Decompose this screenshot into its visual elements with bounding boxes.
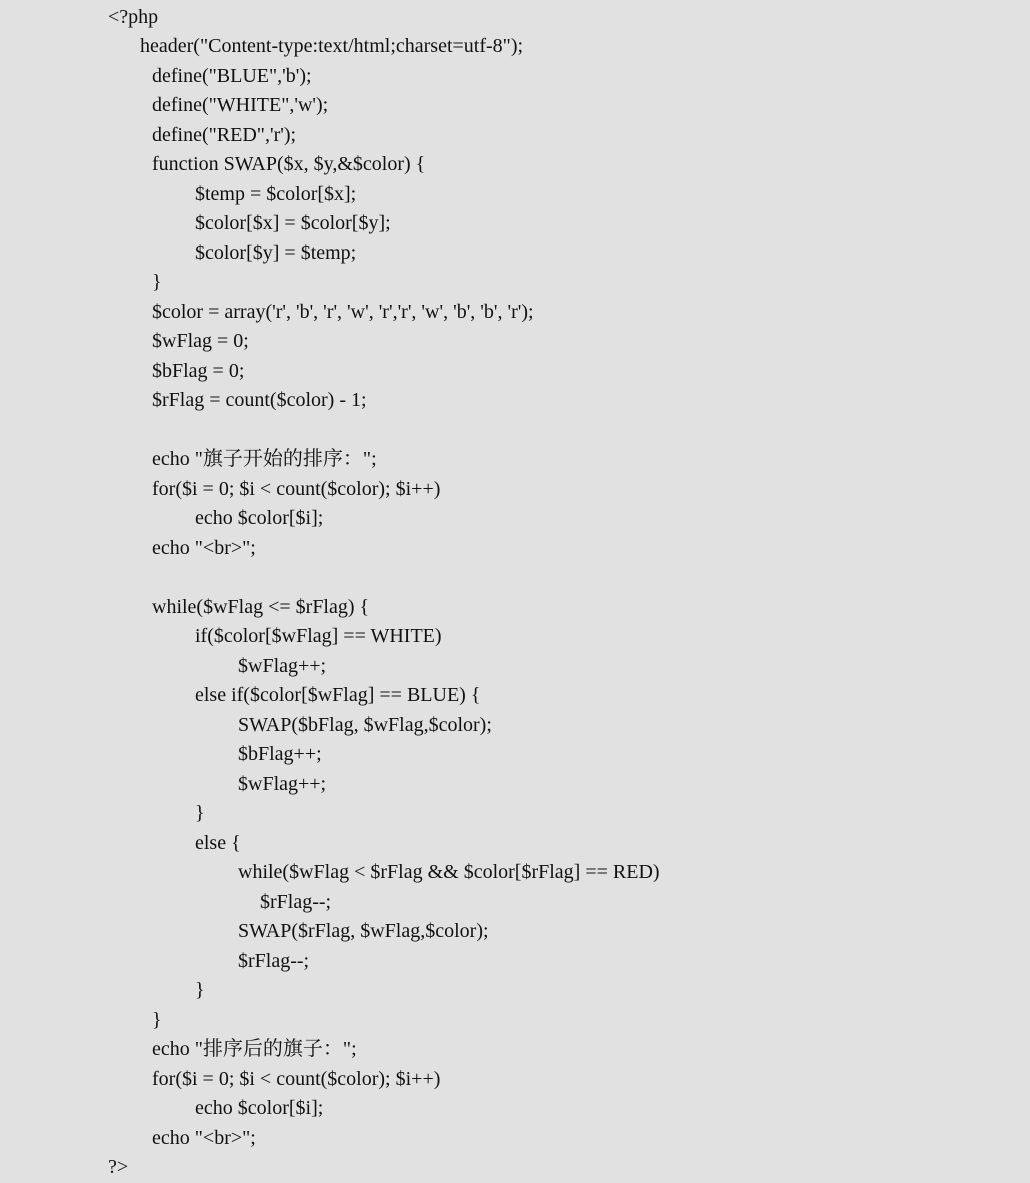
code-line: define("RED",'r'); — [152, 124, 297, 146]
code-line: $rFlag = count($color) - 1; — [152, 389, 367, 411]
code-line: $wFlag++; — [238, 773, 327, 795]
code-line: $temp = $color[$x]; — [195, 183, 357, 205]
code-line: ?> — [108, 1156, 129, 1178]
code-line: $wFlag++; — [238, 655, 327, 677]
code-line: while($wFlag <= $rFlag) { — [152, 596, 370, 618]
code-line: else { — [195, 832, 241, 854]
code-line: $rFlag--; — [238, 950, 310, 972]
code-line: define("WHITE",'w'); — [152, 94, 329, 116]
code-line: <?php — [108, 6, 159, 28]
code-line: header("Content-type:text/html;charset=utf-8"); — [140, 35, 524, 57]
code-line: for($i = 0; $i < count($color); $i++) — [152, 478, 441, 500]
code-line: echo $color[$i]; — [195, 1097, 324, 1119]
code-line: for($i = 0; $i < count($color); $i++) — [152, 1068, 441, 1090]
code-line: else if($color[$wFlag] == BLUE) { — [195, 684, 481, 706]
code-line: $bFlag = 0; — [152, 360, 245, 382]
code-line: while($wFlag < $rFlag && $color[$rFlag] == RED) — [238, 861, 660, 883]
code-line: $rFlag--; — [260, 891, 332, 913]
code-line: } — [152, 1009, 162, 1031]
code-line: echo $color[$i]; — [195, 507, 324, 529]
code-line: } — [195, 979, 205, 1001]
code-line: echo "排序后的旗子："; — [152, 1038, 357, 1060]
code-line: $color[$x] = $color[$y]; — [195, 212, 391, 234]
code-line: echo "<br>"; — [152, 1127, 256, 1149]
code-line: SWAP($rFlag, $wFlag,$color); — [238, 920, 489, 942]
code-line: } — [152, 271, 162, 293]
code-line: SWAP($bFlag, $wFlag,$color); — [238, 714, 492, 736]
code-line: function SWAP($x, $y,&$color) { — [152, 153, 426, 175]
code-line: if($color[$wFlag] == WHITE) — [195, 625, 442, 647]
code-line: define("BLUE",'b'); — [152, 65, 312, 87]
code-line: $color[$y] = $temp; — [195, 242, 357, 264]
code-line: $wFlag = 0; — [152, 330, 249, 352]
code-line: $color = array('r', 'b', 'r', 'w', 'r','r', 'w', 'b', 'b', 'r'); — [152, 301, 534, 323]
code-line: echo "<br>"; — [152, 537, 256, 559]
code-line: } — [195, 802, 205, 824]
code-line: $bFlag++; — [238, 743, 322, 765]
code-line: echo "旗子开始的排序："; — [152, 448, 377, 470]
